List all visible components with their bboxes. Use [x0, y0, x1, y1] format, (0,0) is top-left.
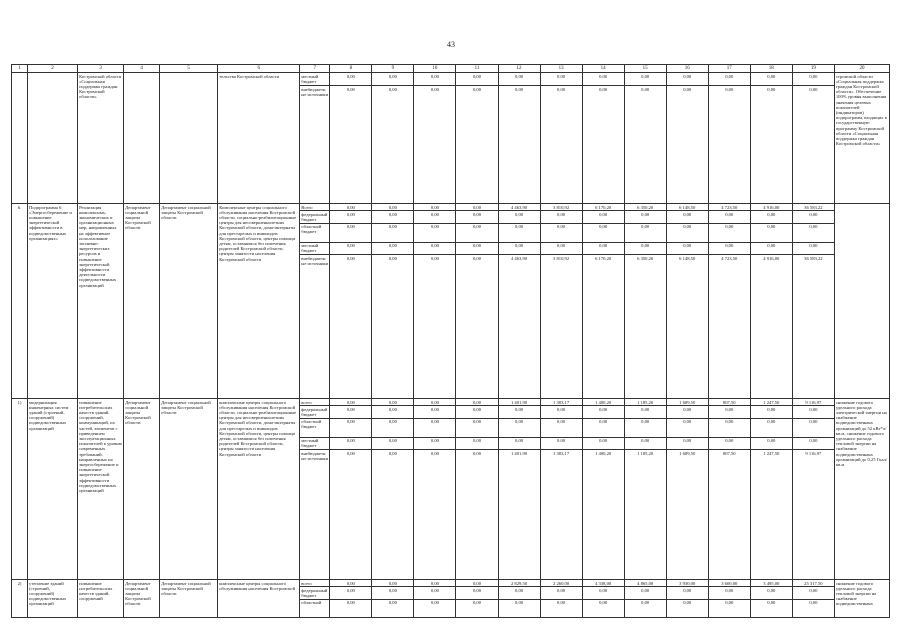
- amount-cell: 36 583,22: [792, 204, 834, 211]
- header-cell: 19: [792, 65, 834, 73]
- amount-cell: 0,00: [414, 204, 456, 211]
- amount-cell: 0,00: [498, 86, 540, 204]
- amount-cell: 0,00: [750, 437, 792, 449]
- amount-cell: 0,00: [414, 418, 456, 437]
- amount-cell: 1 185,20: [624, 399, 666, 406]
- amount-cell: 0,00: [456, 580, 498, 587]
- amount-cell: 0,00: [708, 86, 750, 204]
- amount-cell: 0,00: [456, 73, 498, 86]
- funding-source: всего: [300, 399, 330, 406]
- amount-cell: 0,00: [750, 599, 792, 617]
- amount-cell: 0,00: [540, 418, 582, 437]
- amount-cell: 1 247,50: [750, 399, 792, 406]
- section-col-3: повышение потребительских качеств зданий, сооружений: [78, 580, 124, 618]
- amount-cell: 0,00: [792, 599, 834, 617]
- amount-cell: 0,00: [498, 437, 540, 449]
- amount-cell: 0,00: [330, 437, 372, 449]
- amount-cell: 0,00: [666, 73, 708, 86]
- header-cell: 16: [666, 65, 708, 73]
- amount-cell: 0,00: [330, 580, 372, 587]
- amount-cell: 0,00: [456, 242, 498, 254]
- amount-cell: 6 170,20: [582, 204, 624, 211]
- amount-cell: 0,00: [792, 86, 834, 204]
- funding-source: местный бюджет: [300, 242, 330, 254]
- amount-cell: 0,00: [624, 86, 666, 204]
- amount-cell: 0,00: [498, 73, 540, 86]
- amount-cell: 3 810,92: [540, 204, 582, 211]
- amount-cell: 0,00: [372, 223, 414, 242]
- amount-cell: 0,00: [582, 242, 624, 254]
- amount-cell: 0,00: [498, 223, 540, 242]
- amount-cell: 0,00: [582, 86, 624, 204]
- amount-cell: 0,00: [666, 406, 708, 418]
- amount-cell: 0,00: [582, 418, 624, 437]
- header-cell: 10: [414, 65, 456, 73]
- header-cell: 14: [582, 65, 624, 73]
- amount-cell: 2 829,50: [498, 580, 540, 587]
- amount-cell: 0,00: [456, 86, 498, 204]
- section-col-2: Подпрограмма 6 «Энергосбережение и повышение энергетической эффективности в подведомственных организациях»: [28, 204, 78, 399]
- header-cell: 7: [300, 65, 330, 73]
- amount-cell: 0,00: [750, 406, 792, 418]
- amount-cell: 1 383,17: [540, 450, 582, 580]
- amount-cell: 1 383,17: [540, 399, 582, 406]
- amount-cell: 0,00: [582, 73, 624, 86]
- amount-cell: 0,00: [372, 211, 414, 223]
- amount-cell: 3 600,00: [708, 580, 750, 587]
- expected-result: [834, 204, 889, 399]
- amount-cell: 0,00: [372, 86, 414, 204]
- amount-cell: 1 401,90: [498, 399, 540, 406]
- table-row: [12, 204, 890, 211]
- amount-cell: 807,50: [708, 399, 750, 406]
- amount-cell: 0,00: [330, 242, 372, 254]
- expected-result: снижение годового удельного расхода электрической энергии на снабжение подведомственных организаций до 52 кВт*ч/кв.м, снижение годового удельного расхода тепловой энергии на снабжение подведомственных организаций до 0,25 Гкал/кв.м: [834, 399, 889, 580]
- amount-cell: 0,00: [624, 599, 666, 617]
- header-row: [12, 65, 890, 73]
- funding-source: всего: [300, 580, 330, 587]
- amount-cell: 0,00: [792, 418, 834, 437]
- section-col-5: [160, 73, 218, 204]
- section-col-1: [12, 73, 28, 204]
- amount-cell: 0,00: [414, 242, 456, 254]
- amount-cell: 0,00: [330, 204, 372, 211]
- amount-cell: 0,00: [708, 437, 750, 449]
- amount-cell: 3 930,00: [666, 580, 708, 587]
- amount-cell: 0,00: [456, 418, 498, 437]
- section-col-5: Департамент социальной защиты Костромской области: [160, 580, 218, 618]
- funding-source: областной: [300, 599, 330, 617]
- amount-cell: 0,00: [330, 73, 372, 86]
- amount-cell: 0,00: [372, 599, 414, 617]
- amount-cell: 1 400,20: [582, 450, 624, 580]
- amount-cell: 0,00: [624, 437, 666, 449]
- amount-cell: 0,00: [330, 450, 372, 580]
- funding-source: федеральный бюджет: [300, 587, 330, 599]
- amount-cell: 0,00: [414, 399, 456, 406]
- section-col-5: Департамент социальной защиты Костромской области: [160, 204, 218, 399]
- amount-cell: 0,00: [792, 242, 834, 254]
- amount-cell: 4 338,00: [582, 580, 624, 587]
- amount-cell: 4 463,90: [498, 255, 540, 399]
- amount-cell: 0,00: [372, 406, 414, 418]
- amount-cell: 0,00: [750, 418, 792, 437]
- amount-cell: 0,00: [666, 86, 708, 204]
- section-col-1: 6.: [12, 204, 28, 399]
- amount-cell: 0,00: [456, 450, 498, 580]
- header-cell: 9: [372, 65, 414, 73]
- amount-cell: 6 350,20: [624, 255, 666, 399]
- amount-cell: 0,00: [792, 587, 834, 599]
- amount-cell: 1 400,20: [582, 399, 624, 406]
- amount-cell: 0,00: [624, 211, 666, 223]
- amount-cell: 0,00: [414, 406, 456, 418]
- amount-cell: 3 810,92: [540, 255, 582, 399]
- amount-cell: 36 583,22: [792, 255, 834, 399]
- amount-cell: 0,00: [708, 242, 750, 254]
- section-col-3: Реализация комплексных, экономических и организационных мер, направленных на эффективное использование топливно-энергетических ресурсов и повышение энергетической эффективности деятельности подведомственных организаций: [78, 204, 124, 399]
- amount-cell: 0,00: [456, 599, 498, 617]
- header-cell: 13: [540, 65, 582, 73]
- amount-cell: 0,00: [456, 255, 498, 399]
- amount-cell: 0,00: [498, 599, 540, 617]
- amount-cell: 0,00: [540, 211, 582, 223]
- amount-cell: 0,00: [498, 211, 540, 223]
- amount-cell: 0,00: [330, 211, 372, 223]
- section-col-3: повышение потребительских качеств зданий, сооружений, коммуникаций, их частей, элементов с приведением эксплуатационных показателей к уровню современных требований, направленных на энергосбережение и повышение энергетической эффективности подведомственных организаций: [78, 399, 124, 580]
- amount-cell: 0,00: [498, 242, 540, 254]
- amount-cell: 0,00: [456, 211, 498, 223]
- header-cell: 18: [750, 65, 792, 73]
- amount-cell: 0,00: [708, 73, 750, 86]
- amount-cell: 0,00: [414, 599, 456, 617]
- header-cell: 20: [834, 65, 889, 73]
- amount-cell: 0,00: [540, 599, 582, 617]
- amount-cell: 0,00: [750, 242, 792, 254]
- header-cell: 2: [28, 65, 78, 73]
- header-cell: 12: [498, 65, 540, 73]
- section-col-2: [28, 73, 78, 204]
- table-row: [12, 399, 890, 406]
- section-col-4: Департамент социальной защиты Костромской области: [124, 580, 160, 618]
- amount-cell: 0,00: [624, 587, 666, 599]
- section-col-2: модернизация инженерных систем зданий (строений, сооружений) подведомственных организаций: [28, 399, 78, 580]
- amount-cell: 0,00: [624, 73, 666, 86]
- amount-cell: 0,00: [582, 223, 624, 242]
- amount-cell: 0,00: [372, 587, 414, 599]
- amount-cell: 4 865,00: [624, 580, 666, 587]
- amount-cell: 0,00: [414, 211, 456, 223]
- amount-cell: 0,00: [750, 86, 792, 204]
- header-cell: 4: [124, 65, 160, 73]
- amount-cell: 25 317,50: [792, 580, 834, 587]
- amount-cell: 0,00: [498, 406, 540, 418]
- funding-source: внебюджетные источники: [300, 255, 330, 399]
- amount-cell: 0,00: [372, 450, 414, 580]
- expected-result: снижение годового удельного расхода тепловой энергии на снабжение подведомственных: [834, 580, 889, 618]
- amount-cell: 0,00: [456, 204, 498, 211]
- page-number: 43: [447, 40, 455, 49]
- amount-cell: 807,50: [708, 450, 750, 580]
- amount-cell: 4 723,50: [708, 204, 750, 211]
- amount-cell: 0,00: [666, 418, 708, 437]
- amount-cell: 1 247,50: [750, 450, 792, 580]
- amount-cell: 0,00: [792, 73, 834, 86]
- amount-cell: 9 116,97: [792, 450, 834, 580]
- amount-cell: 0,00: [372, 242, 414, 254]
- amount-cell: 0,00: [750, 211, 792, 223]
- section-col-6: комплексные центры социального обслуживания населения Костромской: [218, 580, 300, 618]
- amount-cell: 0,00: [330, 399, 372, 406]
- amount-cell: 0,00: [624, 223, 666, 242]
- amount-cell: 0,00: [330, 418, 372, 437]
- table-row: [12, 580, 890, 587]
- amount-cell: 0,00: [414, 587, 456, 599]
- amount-cell: 0,00: [414, 73, 456, 86]
- section-col-3: Костромской области «Социальная поддержка граждан Костромской области»: [78, 73, 124, 204]
- funding-source: Всего: [300, 204, 330, 211]
- header-cell: 5: [160, 65, 218, 73]
- amount-cell: 1 185,20: [624, 450, 666, 580]
- amount-cell: 0,00: [372, 418, 414, 437]
- amount-cell: 6 148,50: [666, 255, 708, 399]
- funding-source: федеральный бюджет: [300, 406, 330, 418]
- amount-cell: 0,00: [624, 242, 666, 254]
- amount-cell: 0,00: [330, 223, 372, 242]
- amount-cell: 1 401,90: [498, 450, 540, 580]
- section-col-6: Комплексные центры социального обслуживания населения Костромской области, социально-реабилитационные центры для несовершеннолетних Костромской области, дома-интернаты для престарелых и инвалидов Костромской области, центры помощи детям, оставшимся без попечения родителей Костромской области, центры занятости населения Костромской области: [218, 204, 300, 399]
- funding-source: областной бюджет: [300, 223, 330, 242]
- amount-cell: 0,00: [750, 587, 792, 599]
- amount-cell: 0,00: [624, 406, 666, 418]
- header-cell: 17: [708, 65, 750, 73]
- amount-cell: 0,00: [540, 587, 582, 599]
- amount-cell: 0,00: [372, 204, 414, 211]
- section-col-2: утепление зданий (строений, сооружений) подведомственных организаций: [28, 580, 78, 618]
- amount-cell: 0,00: [330, 406, 372, 418]
- amount-cell: 0,00: [456, 437, 498, 449]
- amount-cell: 0,00: [666, 599, 708, 617]
- amount-cell: 0,00: [666, 587, 708, 599]
- amount-cell: 0,00: [330, 255, 372, 399]
- amount-cell: 0,00: [498, 587, 540, 599]
- amount-cell: 0,00: [666, 242, 708, 254]
- amount-cell: 0,00: [456, 587, 498, 599]
- amount-cell: 0,00: [582, 406, 624, 418]
- amount-cell: 4 916,00: [750, 204, 792, 211]
- amount-cell: 0,00: [414, 580, 456, 587]
- amount-cell: 0,00: [792, 223, 834, 242]
- amount-cell: 0,00: [330, 599, 372, 617]
- amount-cell: 0,00: [708, 211, 750, 223]
- amount-cell: 0,00: [372, 399, 414, 406]
- header-cell: 11: [456, 65, 498, 73]
- amount-cell: 9 116,97: [792, 399, 834, 406]
- amount-cell: 0,00: [540, 86, 582, 204]
- expected-result: стромской области «Социальная поддержка граждан Костромской области». Обеспечение 100% уровня выполнения значения целевых показателей (индикаторов) подпрограмм, входящих в государственную программу Костромской области «Социальная поддержка граждан Костромской области»: [834, 73, 889, 204]
- amount-cell: 0,00: [792, 406, 834, 418]
- amount-cell: 4 916,00: [750, 255, 792, 399]
- funding-source: федеральный бюджет: [300, 211, 330, 223]
- header-cell: 15: [624, 65, 666, 73]
- amount-cell: 0,00: [414, 223, 456, 242]
- funding-source: местный бюджет: [300, 437, 330, 449]
- amount-cell: 0,00: [456, 399, 498, 406]
- amount-cell: 0,00: [708, 406, 750, 418]
- amount-cell: 0,00: [708, 223, 750, 242]
- section-col-1: 1): [12, 399, 28, 580]
- amount-cell: 0,00: [792, 211, 834, 223]
- amount-cell: 0,00: [666, 437, 708, 449]
- amount-cell: 0,00: [708, 587, 750, 599]
- amount-cell: 0,00: [330, 587, 372, 599]
- amount-cell: 0,00: [708, 599, 750, 617]
- amount-cell: 0,00: [582, 599, 624, 617]
- amount-cell: 0,00: [540, 73, 582, 86]
- amount-cell: 0,00: [582, 587, 624, 599]
- amount-cell: 0,00: [330, 86, 372, 204]
- amount-cell: 0,00: [540, 223, 582, 242]
- section-col-4: [124, 73, 160, 204]
- amount-cell: 0,00: [666, 211, 708, 223]
- amount-cell: 0,00: [624, 418, 666, 437]
- amount-cell: 6 148,50: [666, 204, 708, 211]
- funding-source: внебюджетные источники: [300, 450, 330, 580]
- amount-cell: 0,00: [372, 580, 414, 587]
- table-row: [12, 73, 890, 86]
- amount-cell: 0,00: [582, 211, 624, 223]
- amount-cell: 0,00: [456, 223, 498, 242]
- amount-cell: 0,00: [750, 73, 792, 86]
- amount-cell: 0,00: [456, 406, 498, 418]
- section-col-1: 2): [12, 580, 28, 618]
- funding-source: внебюджетные источники: [300, 86, 330, 204]
- section-col-6: тельства Костромской области: [218, 73, 300, 204]
- amount-cell: 0,00: [540, 242, 582, 254]
- amount-cell: 6 170,20: [582, 255, 624, 399]
- amount-cell: 1 689,50: [666, 399, 708, 406]
- amount-cell: 0,00: [750, 223, 792, 242]
- amount-cell: 0,00: [708, 418, 750, 437]
- amount-cell: 0,00: [666, 223, 708, 242]
- section-col-4: Департамент социальной защиты Костромской области: [124, 204, 160, 399]
- amount-cell: 0,00: [792, 437, 834, 449]
- header-cell: 1: [12, 65, 28, 73]
- amount-cell: 3 495,00: [750, 580, 792, 587]
- amount-cell: 4 723,50: [708, 255, 750, 399]
- amount-cell: 0,00: [372, 255, 414, 399]
- amount-cell: 0,00: [540, 437, 582, 449]
- amount-cell: 0,00: [582, 437, 624, 449]
- funding-source: областной бюджет: [300, 418, 330, 437]
- funding-source: местный бюджет: [300, 73, 330, 86]
- section-col-4: Департамент социальной защиты Костромской области: [124, 399, 160, 580]
- amount-cell: 0,00: [498, 418, 540, 437]
- amount-cell: 0,00: [372, 73, 414, 86]
- amount-cell: 0,00: [414, 437, 456, 449]
- section-col-6: комплексные центры социального обслуживания населения Костромской области, социально-реабилитационные центры для несовершеннолетних Костромской области, дома-интернаты для престарелых и инвалидов Костромской области, центры помощи детям, оставшимся без попечения родителей Костромской области, центры занятости населения Костромской области: [218, 399, 300, 580]
- amount-cell: 0,00: [540, 406, 582, 418]
- amount-cell: 1 689,50: [666, 450, 708, 580]
- header-cell: 8: [330, 65, 372, 73]
- amount-cell: 4 463,90: [498, 204, 540, 211]
- amount-cell: 0,00: [414, 255, 456, 399]
- amount-cell: 6 350,20: [624, 204, 666, 211]
- amount-cell: 0,00: [414, 450, 456, 580]
- header-cell: 3: [78, 65, 124, 73]
- amount-cell: 2 260,00: [540, 580, 582, 587]
- program-table: [11, 64, 890, 618]
- amount-cell: 0,00: [414, 86, 456, 204]
- section-col-5: Департамент социальной защиты Костромской области: [160, 399, 218, 580]
- header-cell: 6: [218, 65, 300, 73]
- amount-cell: 0,00: [372, 437, 414, 449]
